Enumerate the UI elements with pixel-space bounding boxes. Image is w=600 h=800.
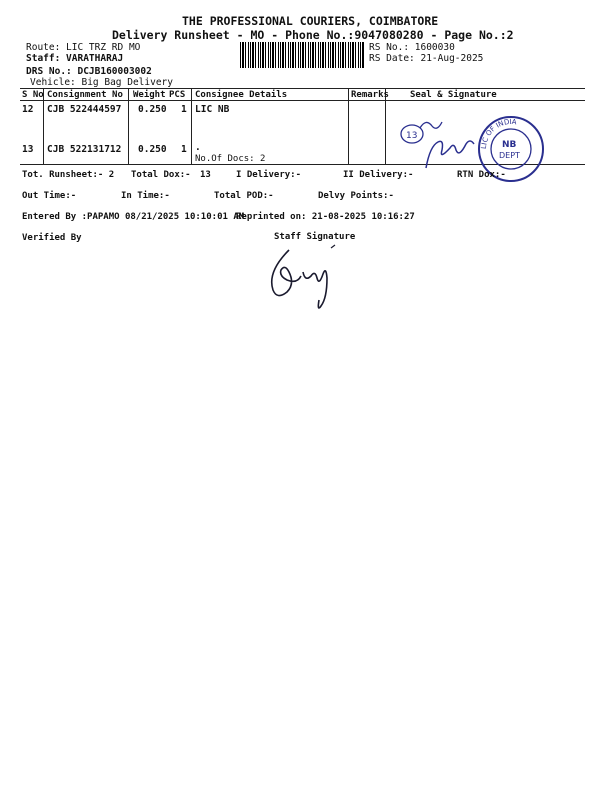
row-consignee: . bbox=[195, 142, 201, 153]
route-label: Route: LIC TRZ RD MO bbox=[26, 42, 141, 53]
out-time: Out Time:- bbox=[22, 191, 77, 201]
table-top-border bbox=[20, 88, 585, 89]
header-consignment: Consignment No bbox=[47, 90, 123, 100]
drs-number: DRS No.: DCJB160003002 bbox=[26, 66, 152, 77]
total-pod: Total POD:- bbox=[214, 191, 274, 201]
rs-date: RS Date: 21-Aug-2025 bbox=[369, 53, 484, 64]
col-divider bbox=[348, 88, 349, 164]
stamp-center-line1: NB bbox=[502, 140, 517, 150]
staff-signature bbox=[265, 242, 345, 312]
svg-text:13: 13 bbox=[406, 131, 418, 141]
rtn-dox: RTN Dox:- bbox=[457, 170, 506, 180]
col-divider bbox=[128, 88, 129, 164]
header-sno: S No bbox=[22, 90, 44, 100]
ii-delivery: II Delivery:- bbox=[343, 170, 414, 180]
stamp-top-text: LIC OF INDIA bbox=[479, 117, 518, 150]
row-consignee-note: No.Of Docs: 2 bbox=[195, 154, 266, 164]
row-weight: 0.250 bbox=[138, 144, 167, 155]
delvy-points: Delvy Points:- bbox=[318, 191, 394, 201]
entered-by: Entered By :PAPAMO 08/21/2025 10:10:01 AM bbox=[22, 212, 245, 222]
vehicle-label: Vehicle: Big Bag Delivery bbox=[30, 77, 173, 88]
runsheet-subtitle: Delivery Runsheet - MO - Phone No.:9047080280 - Page No.:2 bbox=[112, 28, 514, 42]
header-remarks: Remarks bbox=[351, 90, 389, 100]
header-seal: Seal & Signature bbox=[410, 90, 497, 100]
row-weight: 0.250 bbox=[138, 104, 167, 115]
reprinted-on: Reprinted on: 21-08-2025 10:16:27 bbox=[236, 212, 415, 222]
verified-by: Verified By bbox=[22, 233, 82, 243]
stamp-center-line2: DEPT bbox=[499, 151, 520, 160]
company-title: THE PROFESSIONAL COURIERS, COIMBATORE bbox=[182, 14, 439, 28]
header-weight: Weight bbox=[133, 90, 166, 100]
row-sno: 13 bbox=[22, 144, 34, 155]
rs-number: RS No.: 1600030 bbox=[369, 42, 455, 53]
i-delivery: I Delivery:- bbox=[236, 170, 302, 180]
total-dox-label: Total Dox:- bbox=[131, 170, 191, 180]
staff-label: Staff: VARATHARAJ bbox=[26, 53, 124, 64]
row-pcs: 1 bbox=[181, 104, 187, 115]
row-consignment: CJB 522131712 bbox=[47, 144, 122, 155]
row-consignee: LIC NB bbox=[195, 104, 230, 115]
staff-signature-label: Staff Signature bbox=[274, 232, 356, 242]
header-consignee: Consignee Details bbox=[195, 90, 288, 100]
tot-runsheet: Tot. Runsheet:- 2 bbox=[22, 170, 115, 180]
barcode bbox=[240, 42, 365, 68]
in-time: In Time:- bbox=[121, 191, 170, 201]
header-pcs: PCS bbox=[169, 90, 186, 100]
row-pcs: 1 bbox=[181, 144, 187, 155]
row-sno: 12 bbox=[22, 104, 34, 115]
col-divider bbox=[191, 88, 192, 164]
row-consignment: CJB 522444597 bbox=[47, 104, 122, 115]
total-dox-value: 13 bbox=[200, 170, 211, 180]
table-header-border bbox=[20, 100, 585, 101]
handwritten-initials bbox=[398, 110, 488, 170]
